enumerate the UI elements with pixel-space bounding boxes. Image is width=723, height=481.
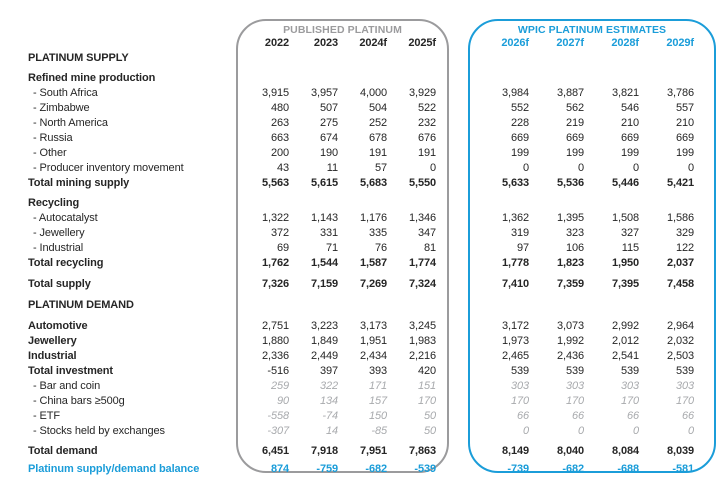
row-label: Jewellery [28, 335, 77, 347]
published-value: 678 [368, 132, 387, 144]
table-row [0, 334, 723, 349]
estimate-value: 210 [675, 117, 694, 129]
published-value: 2022 [264, 37, 289, 49]
estimate-value: 170 [510, 395, 529, 407]
published-value: 259 [270, 380, 289, 392]
estimate-value: 2,436 [556, 350, 584, 362]
published-value: 2024f [359, 37, 387, 49]
published-value: 480 [270, 102, 289, 114]
estimate-value: 122 [675, 242, 694, 254]
published-value: -759 [316, 463, 338, 475]
row-label: Total mining supply [28, 177, 130, 189]
estimate-value: 0 [522, 162, 529, 174]
estimate-value: -688 [617, 463, 639, 475]
published-value: 3,915 [261, 87, 289, 99]
row-label: - North America [33, 117, 108, 129]
estimate-value: 1,950 [611, 257, 639, 269]
estimate-value: 329 [675, 227, 694, 239]
estimate-value: 2029f [666, 37, 694, 49]
published-value: -74 [322, 410, 338, 422]
estimate-value: 106 [565, 242, 584, 254]
estimate-value: 303 [510, 380, 529, 392]
published-value: 81 [423, 242, 436, 254]
estimate-value: 2026f [501, 37, 529, 49]
published-value: 157 [368, 395, 387, 407]
estimate-value: 3,172 [501, 320, 529, 332]
published-value: 191 [417, 147, 436, 159]
estimate-value: -739 [507, 463, 529, 475]
estimate-value: 199 [675, 147, 694, 159]
estimate-value: 5,536 [556, 177, 584, 189]
table-row [0, 379, 723, 394]
row-label: Total demand [28, 445, 98, 457]
table-row [0, 319, 723, 334]
published-value: 7,863 [408, 445, 436, 457]
published-value: 2,751 [261, 320, 289, 332]
estimate-value: 66 [681, 410, 694, 422]
row-label: - Bar and coin [33, 380, 101, 392]
estimate-value: 7,359 [556, 278, 584, 290]
published-value: 7,324 [408, 278, 436, 290]
table-row [0, 86, 723, 101]
table-row [0, 161, 723, 176]
estimate-value: -581 [672, 463, 694, 475]
published-value: 372 [270, 227, 289, 239]
estimate-value: 0 [522, 425, 529, 437]
table-row [0, 349, 723, 364]
estimate-value: 539 [510, 365, 529, 377]
published-value: 331 [319, 227, 338, 239]
published-value: 43 [276, 162, 289, 174]
published-value: 347 [417, 227, 436, 239]
estimate-value: 0 [632, 425, 639, 437]
published-value: 2,336 [261, 350, 289, 362]
estimate-value: 199 [565, 147, 584, 159]
published-value: 57 [374, 162, 387, 174]
table-row [0, 116, 723, 131]
published-value: 3,957 [310, 87, 338, 99]
wpic-estimates-title: WPIC PLATINUM ESTIMATES [517, 24, 667, 36]
row-label: - Stocks held by exchanges [33, 425, 165, 437]
estimate-value: 1,778 [501, 257, 529, 269]
published-platinum-title: PUBLISHED PLATINUM [283, 24, 402, 36]
published-value: -682 [365, 463, 387, 475]
published-value: 3,245 [408, 320, 436, 332]
published-value: -85 [371, 425, 387, 437]
estimate-value: 0 [577, 162, 584, 174]
estimate-value: 669 [510, 132, 529, 144]
estimate-value: 210 [620, 117, 639, 129]
row-label: PLATINUM SUPPLY [28, 52, 129, 64]
estimate-value: 228 [510, 117, 529, 129]
estimate-value: 557 [675, 102, 694, 114]
published-value: 663 [270, 132, 289, 144]
row-label: Refined mine production [28, 72, 156, 84]
published-value: 3,223 [310, 320, 338, 332]
estimate-value: 5,446 [611, 177, 639, 189]
row-label: Platinum supply/demand balance [28, 463, 200, 475]
estimate-value: 219 [565, 117, 584, 129]
estimate-value: 0 [632, 162, 639, 174]
estimate-value: 7,458 [666, 278, 694, 290]
estimate-value: 539 [675, 365, 694, 377]
estimate-value: 2028f [611, 37, 639, 49]
year-header-row [0, 36, 723, 51]
estimate-value: 66 [626, 410, 639, 422]
row-label: Total investment [28, 365, 113, 377]
table-row [0, 298, 723, 313]
published-value: 7,326 [261, 278, 289, 290]
published-value: 1,774 [408, 257, 436, 269]
published-value: 2025f [408, 37, 436, 49]
table-row [0, 146, 723, 161]
row-label: - Russia [33, 132, 73, 144]
row-label: - Producer inventory movement [33, 162, 184, 174]
published-value: 522 [417, 102, 436, 114]
estimate-value: 2,037 [666, 257, 694, 269]
published-value: -307 [267, 425, 289, 437]
table-row [0, 409, 723, 424]
estimate-value: 5,421 [666, 177, 694, 189]
published-value: 1,762 [261, 257, 289, 269]
table-row [0, 226, 723, 241]
published-value: 2,216 [408, 350, 436, 362]
published-value: 14 [325, 425, 338, 437]
published-value: 171 [368, 380, 387, 392]
estimate-value: 303 [565, 380, 584, 392]
table-row [0, 71, 723, 86]
published-value: -558 [267, 410, 289, 422]
estimate-value: 2,032 [666, 335, 694, 347]
published-value: 50 [423, 425, 436, 437]
published-value: 5,563 [261, 177, 289, 189]
estimate-value: 8,149 [501, 445, 529, 457]
published-value: 1,880 [261, 335, 289, 347]
estimate-value: 170 [675, 395, 694, 407]
published-value: 397 [319, 365, 338, 377]
published-value: 676 [417, 132, 436, 144]
table-row [0, 131, 723, 146]
estimate-value: 3,984 [501, 87, 529, 99]
published-value: 150 [368, 410, 387, 422]
row-label: Automotive [28, 320, 88, 332]
estimate-value: 2,992 [611, 320, 639, 332]
row-label: - Jewellery [33, 227, 85, 239]
estimate-value: 2,012 [611, 335, 639, 347]
published-value: 5,615 [310, 177, 338, 189]
published-value: 7,918 [310, 445, 338, 457]
estimate-value: 669 [620, 132, 639, 144]
published-value: 69 [276, 242, 289, 254]
table-row [0, 101, 723, 116]
estimate-value: 539 [620, 365, 639, 377]
published-value: 674 [319, 132, 338, 144]
published-value: -539 [414, 463, 436, 475]
published-value: 0 [429, 162, 436, 174]
estimate-value: 319 [510, 227, 529, 239]
estimate-value: 2,503 [666, 350, 694, 362]
published-value: 190 [319, 147, 338, 159]
estimate-value: 539 [565, 365, 584, 377]
table-row [0, 211, 723, 226]
table-row [0, 394, 723, 409]
estimate-value: 66 [571, 410, 584, 422]
row-label: - Zimbabwe [33, 102, 90, 114]
published-value: 1,849 [310, 335, 338, 347]
published-value: 1,176 [359, 212, 387, 224]
published-value: 3,929 [408, 87, 436, 99]
table-row [0, 196, 723, 211]
estimate-value: 3,786 [666, 87, 694, 99]
estimate-value: 3,821 [611, 87, 639, 99]
table-row [0, 176, 723, 191]
row-label: - Other [33, 147, 67, 159]
estimate-value: 0 [687, 162, 694, 174]
published-value: 7,269 [359, 278, 387, 290]
estimate-value: 2,465 [501, 350, 529, 362]
published-value: 5,550 [408, 177, 436, 189]
estimate-value: 0 [577, 425, 584, 437]
table-row [0, 462, 723, 477]
published-value: 3,173 [359, 320, 387, 332]
table-row [0, 51, 723, 66]
estimate-value: 546 [620, 102, 639, 114]
published-value: 874 [270, 463, 289, 475]
published-value: 151 [417, 380, 436, 392]
published-value: 71 [325, 242, 338, 254]
published-value: 232 [417, 117, 436, 129]
estimate-value: 1,992 [556, 335, 584, 347]
estimate-value: 669 [565, 132, 584, 144]
published-value: 507 [319, 102, 338, 114]
estimate-value: 3,073 [556, 320, 584, 332]
published-value: 252 [368, 117, 387, 129]
estimate-value: 1,362 [501, 212, 529, 224]
table-row [0, 364, 723, 379]
row-label: - Industrial [33, 242, 84, 254]
estimate-value: 1,586 [666, 212, 694, 224]
row-label: - South Africa [33, 87, 98, 99]
published-value: 11 [326, 162, 338, 174]
published-value: 1,346 [408, 212, 436, 224]
estimate-value: 1,973 [501, 335, 529, 347]
published-value: 322 [319, 380, 338, 392]
estimate-value: 7,395 [611, 278, 639, 290]
published-value: 170 [417, 395, 436, 407]
estimate-value: 199 [620, 147, 639, 159]
published-value: 335 [368, 227, 387, 239]
published-value: 1,587 [359, 257, 387, 269]
published-value: 5,683 [359, 177, 387, 189]
estimate-value: 8,084 [611, 445, 639, 457]
estimate-value: 0 [687, 425, 694, 437]
published-value: 1,544 [310, 257, 338, 269]
published-value: 2,434 [359, 350, 387, 362]
row-label: - Autocatalyst [33, 212, 98, 224]
table-row [0, 444, 723, 459]
table-row [0, 277, 723, 292]
estimate-value: 303 [620, 380, 639, 392]
published-value: 504 [368, 102, 387, 114]
published-value: 1,143 [310, 212, 338, 224]
published-value: 1,322 [261, 212, 289, 224]
published-value: 420 [417, 365, 436, 377]
estimate-value: 2,964 [666, 320, 694, 332]
published-value: 4,000 [359, 87, 387, 99]
estimate-value: 170 [620, 395, 639, 407]
published-value: -516 [267, 365, 289, 377]
published-value: 200 [270, 147, 289, 159]
table-body [0, 36, 723, 477]
published-value: 2,449 [310, 350, 338, 362]
estimate-value: 552 [510, 102, 529, 114]
estimate-value: 562 [565, 102, 584, 114]
estimate-value: 303 [675, 380, 694, 392]
published-value: 393 [368, 365, 387, 377]
estimate-value: 1,395 [556, 212, 584, 224]
published-value: 2023 [313, 37, 338, 49]
published-value: 7,951 [359, 445, 387, 457]
row-label: PLATINUM DEMAND [28, 299, 134, 311]
published-value: 50 [423, 410, 436, 422]
estimate-value: 7,410 [501, 278, 529, 290]
table-row [0, 241, 723, 256]
published-value: 134 [319, 395, 338, 407]
estimate-value: 66 [516, 410, 529, 422]
estimate-value: 8,040 [556, 445, 584, 457]
estimate-value: 3,887 [556, 87, 584, 99]
row-label: - China bars ≥500g [33, 395, 125, 407]
published-value: 6,451 [261, 445, 289, 457]
published-value: 1,951 [359, 335, 387, 347]
estimate-value: 323 [565, 227, 584, 239]
estimate-value: 669 [675, 132, 694, 144]
row-label: - ETF [33, 410, 60, 422]
table-row [0, 256, 723, 271]
row-label: Industrial [28, 350, 77, 362]
estimate-value: 8,039 [666, 445, 694, 457]
row-label: Total supply [28, 278, 91, 290]
estimate-value: 2027f [556, 37, 584, 49]
estimate-value: 5,633 [501, 177, 529, 189]
estimate-value: 1,508 [611, 212, 639, 224]
table-row [0, 424, 723, 439]
estimate-value: 1,823 [556, 257, 584, 269]
estimate-value: 2,541 [611, 350, 639, 362]
estimate-value: 170 [565, 395, 584, 407]
estimate-value: 327 [620, 227, 639, 239]
estimate-value: 199 [510, 147, 529, 159]
estimate-value: -682 [562, 463, 584, 475]
row-label: Total recycling [28, 257, 104, 269]
published-value: 263 [270, 117, 289, 129]
published-value: 191 [368, 147, 387, 159]
published-value: 7,159 [310, 278, 338, 290]
published-value: 1,983 [408, 335, 436, 347]
estimate-value: 97 [516, 242, 529, 254]
estimate-value: 115 [621, 242, 639, 254]
row-label: Recycling [28, 197, 80, 209]
published-value: 275 [319, 117, 338, 129]
published-value: 76 [374, 242, 387, 254]
published-value: 90 [276, 395, 289, 407]
